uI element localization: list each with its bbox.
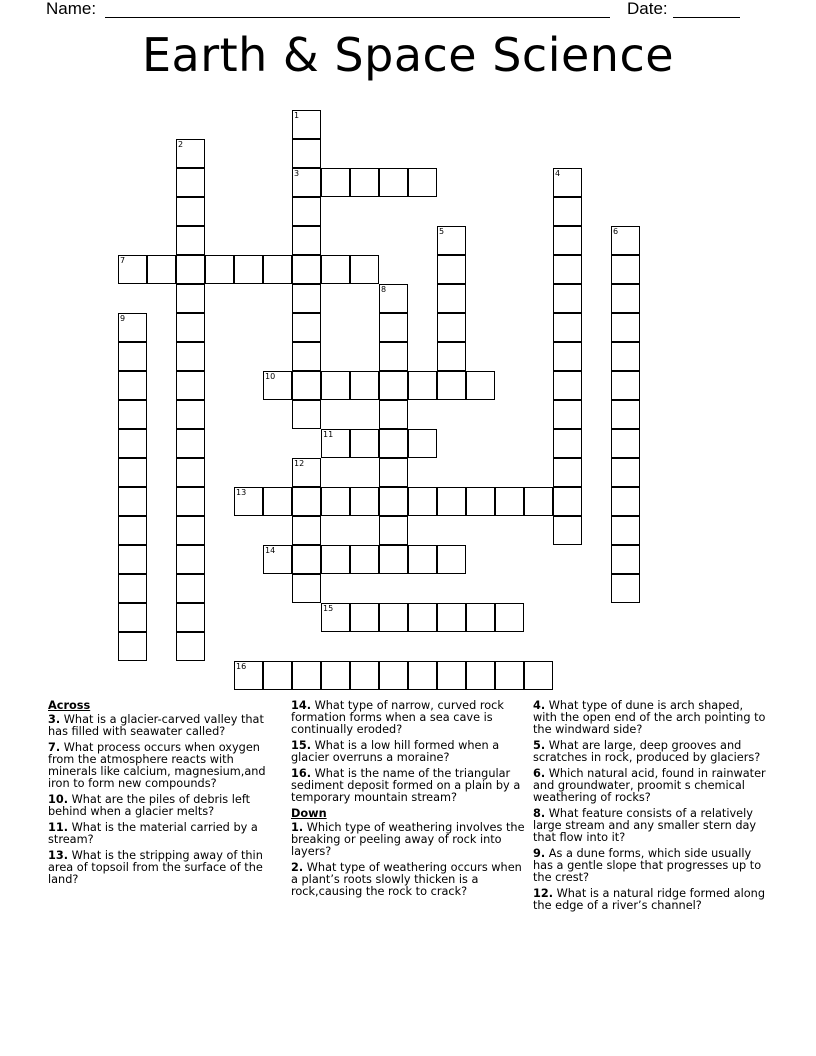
clue-number: 11 <box>323 430 334 439</box>
crossword-cell[interactable] <box>176 255 205 284</box>
crossword-cell[interactable] <box>553 168 582 197</box>
crossword-cell[interactable] <box>553 255 582 284</box>
crossword-cell[interactable] <box>408 371 437 400</box>
crossword-cell[interactable] <box>553 313 582 342</box>
crossword-cell[interactable] <box>292 661 321 690</box>
clue-across-3: 3. What is a glacier-carved valley that has filled with seawater called? <box>48 713 264 738</box>
clue-across-14: 14. What type of narrow, curved rock formation forms when a sea cave is continually eroded? <box>291 699 504 736</box>
clue-across-13: 13. What is the stripping away of thin area of topsoil from the surface of the land? <box>48 849 263 886</box>
crossword-cell[interactable] <box>611 545 640 574</box>
crossword-cell[interactable] <box>176 632 205 661</box>
crossword-cell[interactable] <box>437 545 466 574</box>
crossword-cell[interactable] <box>408 545 437 574</box>
crossword-cell[interactable] <box>350 487 379 516</box>
clue-number: 3 <box>294 169 300 178</box>
crossword-cell[interactable] <box>553 458 582 487</box>
crossword-cell[interactable] <box>408 661 437 690</box>
crossword-cell[interactable] <box>176 371 205 400</box>
crossword-cell[interactable] <box>321 603 350 632</box>
clue-number: 9 <box>120 314 126 323</box>
clue-number: 15 <box>323 604 334 613</box>
clue-number: 12 <box>294 459 305 468</box>
crossword-cell[interactable] <box>408 603 437 632</box>
crossword-cell[interactable] <box>176 284 205 313</box>
clue-number: 5 <box>439 227 445 236</box>
page-title: Earth & Space Science <box>141 28 675 82</box>
crossword-cell[interactable] <box>321 545 350 574</box>
crossword-cell[interactable] <box>234 487 263 516</box>
crossword-cell[interactable] <box>292 226 321 255</box>
crossword-cell[interactable] <box>466 371 495 400</box>
clue-down-2: 2. What type of weathering occurs when a plant’s roots slowly thicken is a rock,causing the rock to crack? <box>291 861 522 898</box>
crossword-cell[interactable] <box>379 284 408 313</box>
crossword-cell[interactable] <box>611 226 640 255</box>
crossword-cell[interactable] <box>611 371 640 400</box>
crossword-cell[interactable] <box>118 545 147 574</box>
crossword-cell[interactable] <box>553 284 582 313</box>
crossword-cell[interactable] <box>292 110 321 139</box>
crossword-cell[interactable] <box>350 661 379 690</box>
clue-down-8: 8. What feature consists of a relatively large stream and any smaller stern day that flow into it? <box>533 807 757 844</box>
crossword-cell[interactable] <box>611 458 640 487</box>
crossword-cell[interactable] <box>495 603 524 632</box>
crossword-cell[interactable] <box>118 400 147 429</box>
clue-number: 7 <box>120 256 126 265</box>
crossword-cell[interactable] <box>321 255 350 284</box>
crossword-cell[interactable] <box>321 429 350 458</box>
across-heading: Across <box>48 699 91 712</box>
crossword-cell[interactable] <box>118 371 147 400</box>
crossword-cell[interactable] <box>321 661 350 690</box>
crossword-cell[interactable] <box>466 661 495 690</box>
crossword-cell[interactable] <box>553 197 582 226</box>
crossword-cell[interactable] <box>292 313 321 342</box>
crossword-cell[interactable] <box>292 197 321 226</box>
clue-number: 4 <box>555 169 561 178</box>
crossword-cell[interactable] <box>321 168 350 197</box>
crossword-cell[interactable] <box>553 371 582 400</box>
clue-number: 6 <box>613 227 619 236</box>
crossword-cell[interactable] <box>611 284 640 313</box>
crossword-cell[interactable] <box>176 603 205 632</box>
crossword-cell[interactable] <box>176 487 205 516</box>
crossword-cell[interactable] <box>176 168 205 197</box>
crossword-cell[interactable] <box>118 632 147 661</box>
crossword-cell[interactable] <box>292 284 321 313</box>
crossword-cell[interactable] <box>176 400 205 429</box>
crossword-cell[interactable] <box>176 197 205 226</box>
crossword-cell[interactable] <box>553 226 582 255</box>
crossword-cell[interactable] <box>118 458 147 487</box>
crossword-cell[interactable] <box>379 603 408 632</box>
crossword-cell[interactable] <box>553 400 582 429</box>
crossword-cell[interactable] <box>176 226 205 255</box>
clue-down-12: 12. What is a natural ridge formed along the edge of a river’s channel? <box>533 887 765 912</box>
crossword-cell[interactable] <box>118 487 147 516</box>
clue-across-15: 15. What is a low hill formed when a glacier overruns a moraine? <box>291 739 500 764</box>
crossword-cell[interactable] <box>176 574 205 603</box>
crossword-cell[interactable] <box>495 661 524 690</box>
crossword-cell[interactable] <box>176 429 205 458</box>
crossword-cell[interactable] <box>350 168 379 197</box>
crossword-cell[interactable] <box>437 284 466 313</box>
crossword-cell[interactable] <box>379 487 408 516</box>
clue-number: 10 <box>265 372 276 381</box>
crossword-cell[interactable] <box>263 661 292 690</box>
crossword-cell[interactable] <box>350 429 379 458</box>
crossword-cell[interactable] <box>466 603 495 632</box>
clue-column-2 <box>291 700 529 902</box>
crossword-cell[interactable] <box>350 371 379 400</box>
crossword-cell[interactable] <box>176 342 205 371</box>
clue-number: 14 <box>265 546 276 555</box>
clue-across-11: 11. What is the material carried by a stream? <box>48 821 258 846</box>
crossword-cell[interactable] <box>408 429 437 458</box>
crossword-cell[interactable] <box>437 342 466 371</box>
crossword-cell[interactable] <box>263 371 292 400</box>
crossword-cell[interactable] <box>437 603 466 632</box>
crossword-cell[interactable] <box>408 487 437 516</box>
crossword-cell[interactable] <box>379 168 408 197</box>
crossword-cell[interactable] <box>379 371 408 400</box>
crossword-cell[interactable] <box>292 516 321 545</box>
crossword-cell[interactable] <box>176 516 205 545</box>
crossword-cell[interactable] <box>292 371 321 400</box>
crossword-cell[interactable] <box>437 487 466 516</box>
crossword-cell[interactable] <box>234 661 263 690</box>
crossword-cell[interactable] <box>466 487 495 516</box>
crossword-cell[interactable] <box>292 487 321 516</box>
crossword-cell[interactable] <box>292 574 321 603</box>
crossword-cell[interactable] <box>350 255 379 284</box>
crossword-cell[interactable] <box>553 342 582 371</box>
crossword-cell[interactable] <box>118 313 147 342</box>
crossword-cell[interactable] <box>437 255 466 284</box>
clue-number: 8 <box>381 285 387 294</box>
crossword-cell[interactable] <box>176 458 205 487</box>
crossword-cell[interactable] <box>379 400 408 429</box>
crossword-cell[interactable] <box>350 603 379 632</box>
clue-down-4: 4. What type of dune is arch shaped, with the open end of the arch pointing to the windward side? <box>533 699 766 736</box>
crossword-cell[interactable] <box>263 255 292 284</box>
crossword-cell[interactable] <box>147 255 176 284</box>
crossword-cell[interactable] <box>379 458 408 487</box>
clue-across-16: 16. What is the name of the triangular sediment deposit formed on a plain by a temporary mountain stream? <box>291 767 521 804</box>
crossword-cell[interactable] <box>292 400 321 429</box>
crossword-cell[interactable] <box>408 168 437 197</box>
crossword-cell[interactable] <box>118 603 147 632</box>
crossword-cell[interactable] <box>524 661 553 690</box>
crossword-cell[interactable] <box>118 342 147 371</box>
crossword-cell[interactable] <box>437 313 466 342</box>
clue-down-6: 6. Which natural acid, found in rainwater and groundwater, proomit s chemical weathering of rocks? <box>533 767 766 804</box>
crossword-cell[interactable] <box>118 429 147 458</box>
crossword-cell[interactable] <box>292 458 321 487</box>
crossword-cell[interactable] <box>611 516 640 545</box>
crossword-cell[interactable] <box>611 255 640 284</box>
clue-down-9: 9. As a dune forms, which side usually has a gentle slope that progresses up to the crest? <box>533 847 762 884</box>
crossword-cell[interactable] <box>118 255 147 284</box>
clue-number: 2 <box>178 140 184 149</box>
down-heading: Down <box>291 807 327 820</box>
crossword-cell[interactable] <box>205 255 234 284</box>
crossword-cell[interactable] <box>263 545 292 574</box>
crossword-cell[interactable] <box>292 255 321 284</box>
crossword-cell[interactable] <box>379 516 408 545</box>
crossword-cell[interactable] <box>379 429 408 458</box>
clue-down-5: 5. What are large, deep grooves and scratches in rock, produced by glaciers? <box>533 739 761 764</box>
clue-down-1: 1. Which type of weathering involves the breaking or peeling away of rock into layers? <box>291 821 525 858</box>
crossword-cell[interactable] <box>292 545 321 574</box>
crossword-cell[interactable] <box>176 545 205 574</box>
crossword-cell[interactable] <box>292 139 321 168</box>
crossword-cell[interactable] <box>350 545 379 574</box>
clue-number: 16 <box>236 662 247 671</box>
clue-across-10: 10. What are the piles of debris left behind when a glacier melts? <box>48 793 251 818</box>
crossword-cell[interactable] <box>611 342 640 371</box>
crossword-cell[interactable] <box>611 574 640 603</box>
crossword-cell[interactable] <box>321 371 350 400</box>
crossword-cell[interactable] <box>263 487 292 516</box>
name-label: Name: <box>46 0 97 18</box>
crossword-cell[interactable] <box>437 661 466 690</box>
crossword-cell[interactable] <box>379 313 408 342</box>
crossword-cell[interactable] <box>234 255 263 284</box>
crossword-cell[interactable] <box>524 487 553 516</box>
crossword-cell[interactable] <box>118 574 147 603</box>
crossword-cell[interactable] <box>176 313 205 342</box>
crossword-cell[interactable] <box>553 487 582 516</box>
clue-number: 1 <box>294 111 300 120</box>
crossword-cell[interactable] <box>321 487 350 516</box>
crossword-cell[interactable] <box>611 429 640 458</box>
crossword-cell[interactable] <box>118 516 147 545</box>
crossword-cell[interactable] <box>379 342 408 371</box>
clue-number: 13 <box>236 488 247 497</box>
crossword-cell[interactable] <box>292 168 321 197</box>
crossword-cell[interactable] <box>379 545 408 574</box>
crossword-cell[interactable] <box>292 342 321 371</box>
crossword-cell[interactable] <box>553 516 582 545</box>
crossword-cell[interactable] <box>379 661 408 690</box>
crossword-cell[interactable] <box>611 313 640 342</box>
crossword-cell[interactable] <box>437 226 466 255</box>
crossword-cell[interactable] <box>611 400 640 429</box>
clue-column-1 <box>48 700 280 890</box>
crossword-cell[interactable] <box>495 487 524 516</box>
clue-column-3 <box>533 700 769 916</box>
crossword-cell[interactable] <box>176 139 205 168</box>
clue-across-7: 7. What process occurs when oxygen from the atmosphere reacts with minerals like calcium, magnesium,and iron to form new compounds? <box>48 741 266 790</box>
crossword-cell[interactable] <box>553 429 582 458</box>
crossword-cell[interactable] <box>437 371 466 400</box>
date-label: Date: <box>627 0 668 18</box>
crossword-cell[interactable] <box>611 487 640 516</box>
